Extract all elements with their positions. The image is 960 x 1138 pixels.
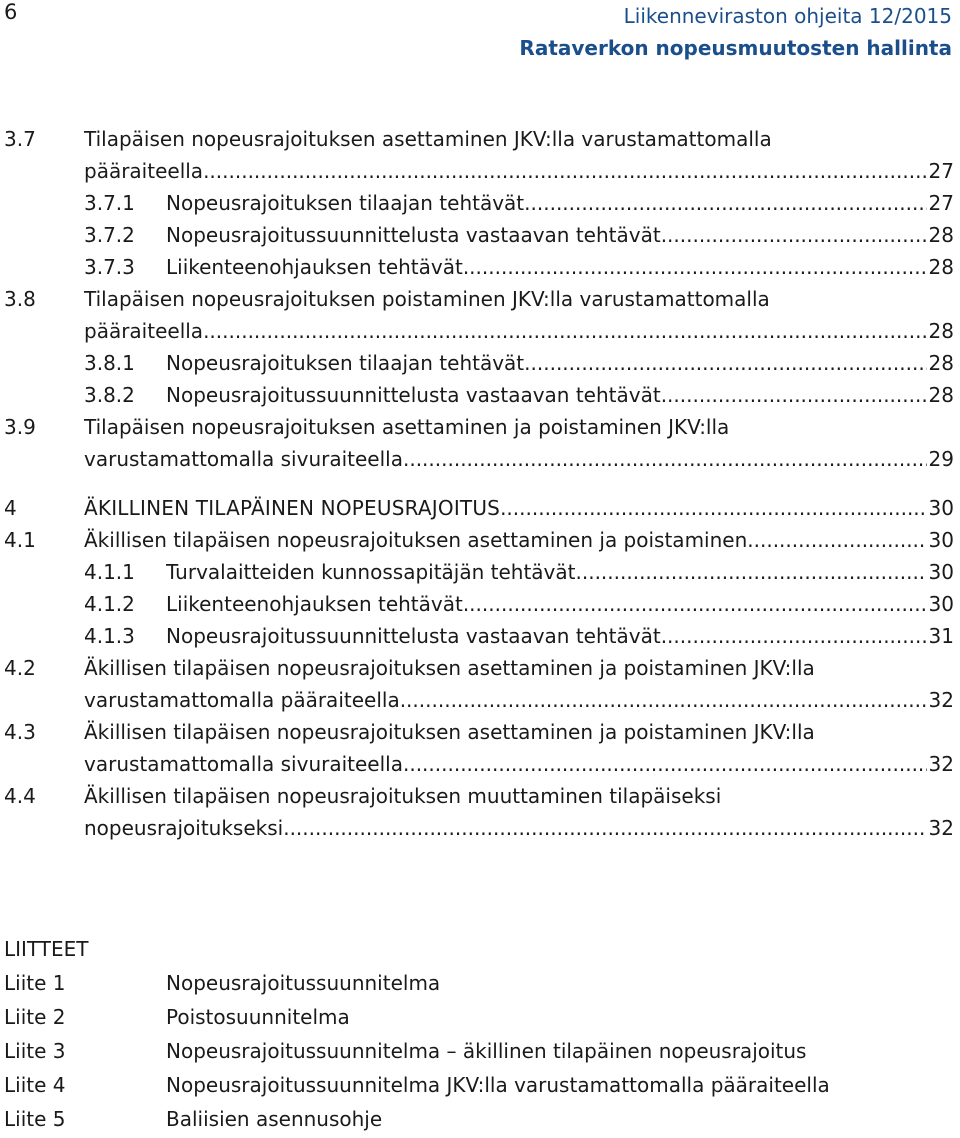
toc-entry-4-4[interactable] (0, 780, 960, 812)
toc-number: 3.8 (4, 287, 36, 311)
toc-entry-4[interactable] (0, 492, 960, 524)
toc-leader-dots (661, 219, 927, 251)
toc-title: Liikenteenohjauksen tehtävät (166, 592, 463, 616)
toc-number: 3.7.1 (84, 191, 135, 215)
appendix-item[interactable] (0, 1102, 960, 1136)
toc-page: 27 (928, 191, 954, 215)
toc-entry-4-2[interactable] (0, 652, 960, 684)
toc-title: Tilapäisen nopeusrajoituksen asettaminen ja poistaminen JKV:lla (84, 415, 730, 439)
toc-entry-4-1-2[interactable] (0, 588, 960, 620)
toc-title: Äkillisen tilapäisen nopeusrajoituksen asettaminen ja poistaminen JKV:lla (84, 656, 815, 680)
toc-entry-3-9-cont[interactable] (0, 443, 960, 475)
toc-entry-3-8-1[interactable] (0, 347, 960, 379)
toc-title: Äkillisen tilapäisen nopeusrajoituksen asettaminen ja poistaminen JKV:lla (84, 720, 815, 744)
toc-leader-dots (203, 155, 926, 187)
running-header (519, 0, 952, 64)
toc-leader-dots (403, 748, 927, 780)
toc-number: 4 (4, 496, 17, 520)
toc-title: Äkillisen tilapäisen nopeusrajoituksen asettaminen ja poistaminen (84, 528, 748, 552)
toc-leader-dots (747, 524, 926, 556)
toc-number: 4.1 (4, 528, 36, 552)
toc-number: 3.9 (4, 415, 36, 439)
toc-number: 3.7.3 (84, 255, 135, 279)
toc-entry-4-1[interactable] (0, 524, 960, 556)
appendix-label: Liite 4 (4, 1073, 66, 1097)
toc-leader-dots (500, 492, 926, 524)
toc-number: 3.7 (4, 127, 36, 151)
toc-entry-3-8-cont[interactable] (0, 315, 960, 347)
toc-entry-4-4-cont[interactable] (0, 812, 960, 844)
toc-entry-4-1-1[interactable] (0, 556, 960, 588)
toc-page: 29 (928, 447, 954, 471)
toc-leader-dots (576, 556, 927, 588)
toc-title: Nopeusrajoitussuunnittelusta vastaavan tehtävät (166, 624, 661, 648)
toc-title: pääraiteella (84, 319, 204, 343)
appendix-title: Nopeusrajoitussuunnitelma (166, 971, 441, 995)
appendix-item[interactable] (0, 1034, 960, 1068)
publication-title: Liikenneviraston ohjeita 12/2015 (623, 4, 952, 28)
toc-leader-dots (661, 379, 927, 411)
toc-title: Nopeusrajoitussuunnittelusta vastaavan tehtävät (166, 223, 661, 247)
toc-number: 4.2 (4, 656, 36, 680)
toc-title: Nopeusrajoituksen tilaajan tehtävät (166, 351, 525, 375)
toc-page: 30 (928, 592, 954, 616)
toc-page: 30 (928, 560, 954, 584)
toc-page: 30 (928, 528, 954, 552)
toc-leader-dots (463, 251, 927, 283)
appendix-title: Baliisien asennusohje (166, 1107, 383, 1131)
appendix-title: Poistosuunnitelma (166, 1005, 350, 1029)
toc-title: varustamattomalla sivuraiteella (84, 752, 403, 776)
toc-entry-4-2-cont[interactable] (0, 684, 960, 716)
page-number: 6 (4, 0, 18, 24)
toc-page: 28 (928, 255, 954, 279)
toc-entry-3-7-1[interactable] (0, 187, 960, 219)
toc-page: 27 (928, 159, 954, 183)
toc-title: Äkillisen tilapäisen nopeusrajoituksen muuttaminen tilapäiseksi (84, 784, 722, 808)
toc-number: 4.4 (4, 784, 36, 808)
toc-entry-3-8[interactable] (0, 283, 960, 315)
appendix-list (0, 933, 960, 1136)
toc-number: 4.3 (4, 720, 36, 744)
toc-entry-3-7-2[interactable] (0, 219, 960, 251)
toc-title: varustamattomalla sivuraiteella (84, 447, 403, 471)
toc-entry-4-1-3[interactable] (0, 620, 960, 652)
appendix-item[interactable] (0, 1068, 960, 1102)
appendix-item[interactable] (0, 1000, 960, 1034)
toc-leader-dots (403, 443, 927, 475)
toc-entry-3-8-2[interactable] (0, 379, 960, 411)
toc-entry-3-9[interactable] (0, 411, 960, 443)
toc-page: 32 (928, 752, 954, 776)
toc-page: 28 (928, 351, 954, 375)
toc-title: nopeusrajoitukseksi (84, 816, 284, 840)
appendix-heading: LIITTEET (4, 937, 89, 961)
toc-title: ÄKILLINEN TILAPÄINEN NOPEUSRAJOITUS (84, 496, 501, 520)
toc-page: 28 (928, 223, 954, 247)
appendix-label: Liite 2 (4, 1005, 66, 1029)
toc-title: Tilapäisen nopeusrajoituksen asettaminen JKV:lla varustamattomalla (84, 127, 772, 151)
toc-title: Liikenteenohjauksen tehtävät (166, 255, 463, 279)
toc-leader-dots (524, 347, 926, 379)
toc-title: Turvalaitteiden kunnossapitäjän tehtävät (166, 560, 576, 584)
toc-entry-3-7-cont[interactable] (0, 155, 960, 187)
toc-number: 3.8.1 (84, 351, 135, 375)
toc-number: 4.1.3 (84, 624, 135, 648)
toc-entry-3-7[interactable] (0, 123, 960, 155)
toc-number: 3.7.2 (84, 223, 135, 247)
appendix-label: Liite 5 (4, 1107, 66, 1131)
appendix-item[interactable] (0, 966, 960, 1000)
appendix-label: Liite 1 (4, 971, 66, 995)
toc-page: 31 (928, 624, 954, 648)
toc-number: 4.1.2 (84, 592, 135, 616)
toc-leader-dots (283, 812, 926, 844)
toc-leader-dots (463, 588, 927, 620)
toc-entry-4-3[interactable] (0, 716, 960, 748)
table-of-contents (0, 123, 960, 844)
appendix-title: Nopeusrajoitussuunnitelma JKV:lla varustamattomalla pääraiteella (166, 1073, 830, 1097)
toc-page: 28 (928, 319, 954, 343)
toc-leader-dots (203, 315, 926, 347)
toc-number: 3.8.2 (84, 383, 135, 407)
toc-title: varustamattomalla pääraiteella (84, 688, 400, 712)
toc-page: 30 (928, 496, 954, 520)
toc-title: Tilapäisen nopeusrajoituksen poistaminen JKV:lla varustamattomalla (84, 287, 770, 311)
toc-leader-dots (524, 187, 926, 219)
toc-number: 4.1.1 (84, 560, 135, 584)
toc-entry-4-3-cont[interactable] (0, 748, 960, 780)
toc-leader-dots (400, 684, 927, 716)
document-title: Rataverkon nopeusmuutosten hallinta (519, 36, 952, 60)
toc-page: 32 (928, 688, 954, 712)
toc-title: Nopeusrajoituksen tilaajan tehtävät (166, 191, 525, 215)
toc-entry-3-7-3[interactable] (0, 251, 960, 283)
appendix-label: Liite 3 (4, 1039, 66, 1063)
toc-leader-dots (661, 620, 927, 652)
toc-title: pääraiteella (84, 159, 204, 183)
toc-page: 32 (928, 816, 954, 840)
toc-page: 28 (928, 383, 954, 407)
toc-title: Nopeusrajoitussuunnittelusta vastaavan tehtävät (166, 383, 661, 407)
appendix-title: Nopeusrajoitussuunnitelma – äkillinen tilapäinen nopeusrajoitus (166, 1039, 807, 1063)
